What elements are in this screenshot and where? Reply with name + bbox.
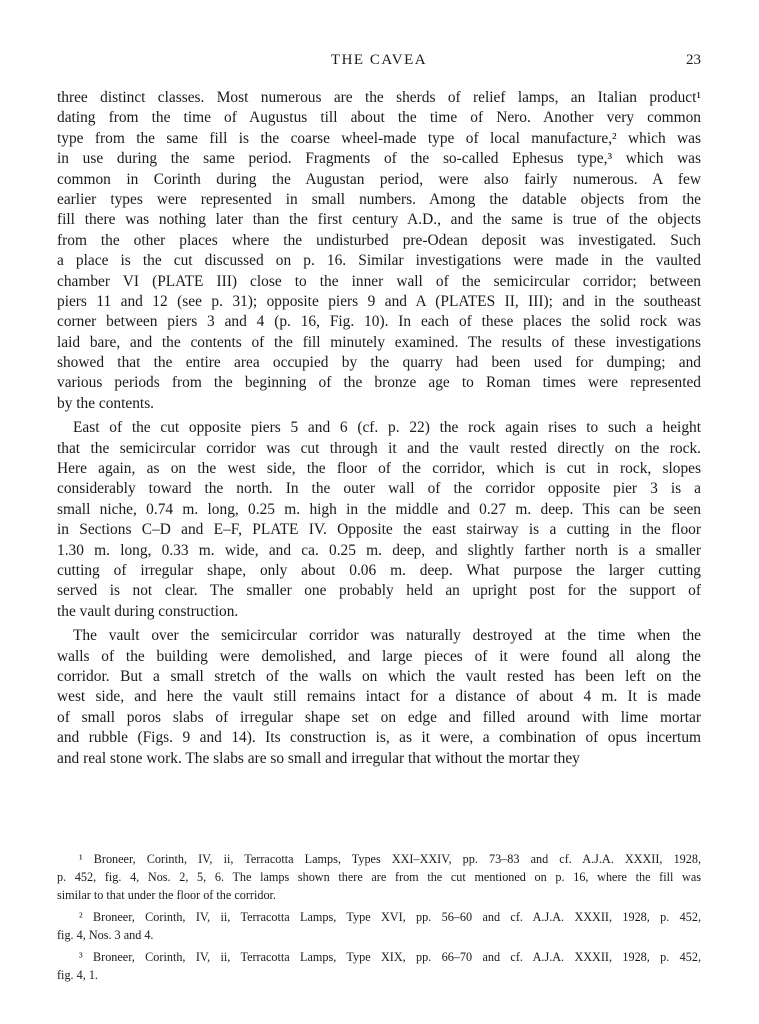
footnote xyxy=(57,948,701,984)
text-line: in use during the same period. Fragments of the so-called Ephesus type,³ which was xyxy=(57,150,701,168)
text-line: dating from the time of Augustus till about the time of Nero. Another very common xyxy=(57,109,701,127)
text-line: common in Corinth during the Augustan period, were also fairly numerous. A few xyxy=(57,170,701,188)
text-line: ³ Broneer, Corinth, IV, ii, Terracotta Lamps, Type XIX, pp. 66–70 and cf. A.J.A. XXXII, 1928, p. 452, xyxy=(79,950,701,964)
text-line: p. 452, fig. 4, Nos. 2, 5, 6. The lamps shown there are from the cut mentioned on p. 16, where the fill was xyxy=(57,870,701,884)
text-line: a place is the cut discussed on p. 16. Similar investigations were made in the vaulted xyxy=(57,252,701,270)
running-title: THE CAVEA xyxy=(330,52,428,68)
text-line: the vault during construction. xyxy=(57,602,239,620)
text-line: that the semicircular corridor was cut through it and the vault rested directly on the rock. xyxy=(57,439,701,457)
text-line: corner between piers 3 and 4 (p. 16, Fig. 10). In each of these places the solid rock was xyxy=(57,313,701,331)
text-line: of small poros slabs of irregular shape set on edge and filled around with lime mortar xyxy=(57,708,701,726)
text-line: chamber VI (PLATE III) close to the inner wall of the semicircular corridor; between xyxy=(57,272,701,290)
text-line: ¹ Broneer, Corinth, IV, ii, Terracotta Lamps, Types XXI–XXIV, pp. 73–83 and cf. A.J.A. XXXII, 1928, xyxy=(79,852,701,866)
text-line: three distinct classes. Most numerous are the sherds of relief lamps, an Italian product¹ xyxy=(57,89,701,106)
text-line: The vault over the semicircular corridor was naturally destroyed at the time when the xyxy=(73,627,701,645)
text-line: fig. 4, 1. xyxy=(57,968,98,982)
text-line: ² Broneer, Corinth, IV, ii, Terracotta Lamps, Type XVI, pp. 56–60 and cf. A.J.A. XXXII, 1928, p. 452, xyxy=(79,910,701,924)
text-line: small niche, 0.74 m. long, 0.25 m. high in the middle and 0.27 m. deep. This can be seen xyxy=(57,500,701,518)
text-line: from the other places where the undisturbed pre-Odean deposit was investigated. Such xyxy=(57,231,701,249)
text-line: considerably toward the north. In the outer wall of the corridor opposite pier 3 is a xyxy=(57,480,701,498)
footnotes xyxy=(57,850,701,988)
text-line: fig. 4, Nos. 3 and 4. xyxy=(57,928,154,942)
body-text xyxy=(57,88,701,773)
text-line: served is not clear. The smaller one probably held an upright post for the support of xyxy=(57,582,701,600)
text-line: cutting of irregular shape, only about 0.06 m. deep. What purpose the larger cutting xyxy=(57,561,701,579)
text-line: and real stone work. The slabs are so small and irregular that without the mortar they xyxy=(57,749,580,767)
text-line: various periods from the beginning of the bronze age to Roman times were represented xyxy=(57,374,701,392)
text-line: corridor. But a small stretch of the walls on which the vault rested has been left on the xyxy=(57,667,701,685)
text-line: west side, and here the vault still remains intact for a distance of about 4 m. It is made xyxy=(57,688,701,706)
text-line: Here again, as on the west side, the floor of the corridor, which is cut in rock, slopes xyxy=(57,460,701,478)
text-line: 1.30 m. long, 0.33 m. wide, and ca. 0.25 m. deep, and slightly farther north is a smaller xyxy=(57,541,701,559)
text-line: showed that the entire area occupied by the quarry had been used for dumping; and xyxy=(57,354,701,372)
paragraph xyxy=(57,418,701,622)
text-line: similar to that under the floor of the corridor. xyxy=(57,888,276,902)
page-number: 23 xyxy=(686,52,701,68)
text-line: laid bare, and the contents of the fill minutely examined. The results of these investigations xyxy=(57,333,701,351)
text-line: type from the same fill is the coarse wheel-made type of local manufacture,² which was xyxy=(57,129,701,147)
text-line: piers 11 and 12 (see p. 31); opposite piers 9 and A (PLATES II, III); and in the southeast xyxy=(57,292,701,310)
text-line: East of the cut opposite piers 5 and 6 (cf. p. 22) the rock again rises to such a height xyxy=(73,419,701,437)
text-line: fill there was nothing later than the first century A.D., and the same is true of the objects xyxy=(57,211,701,229)
text-line: by the contents. xyxy=(57,394,155,412)
page-header xyxy=(57,52,701,74)
text-line: walls of the building were demolished, and large pieces of it were found all along the xyxy=(57,647,701,665)
text-line: and rubble (Figs. 9 and 14). Its construction is, as it were, a combination of opus incertum xyxy=(57,729,701,747)
footnote xyxy=(57,850,701,904)
text-line: in Sections C–D and E–F, PLATE IV. Opposite the east stairway is a cutting in the floor xyxy=(57,521,701,539)
text-line: earlier types were represented in small numbers. Among the datable objects from the xyxy=(57,190,701,208)
paragraph xyxy=(57,88,701,414)
paragraph xyxy=(57,626,701,769)
footnote xyxy=(57,908,701,944)
